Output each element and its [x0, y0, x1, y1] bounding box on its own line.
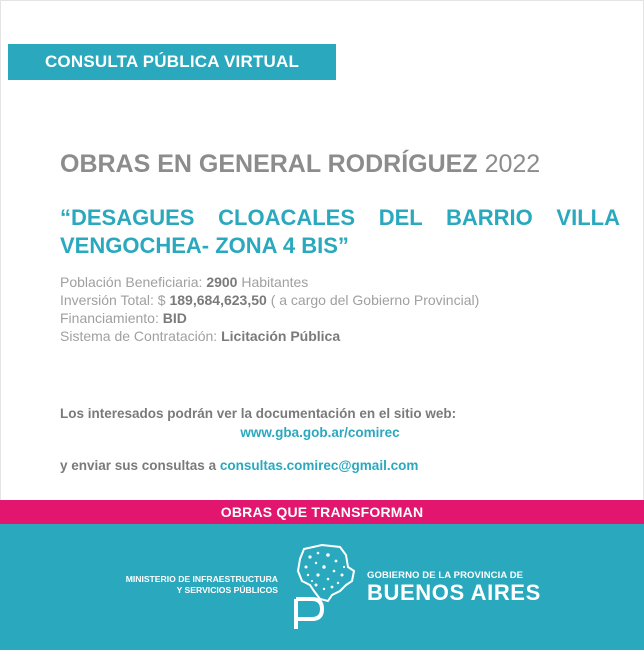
footer: [0, 524, 644, 650]
info-line-1: Los interesados podrán ver la documentación en el sitio web:: [60, 406, 457, 421]
project-details: [60, 273, 620, 345]
financiamiento-label: Financiamiento:: [60, 310, 159, 326]
detail-contratacion: [60, 327, 620, 345]
title-year: 2022: [484, 150, 541, 178]
contratacion-label: Sistema de Contratación:: [60, 328, 218, 344]
inversion-note: ( a cargo del Gobierno Provincial): [270, 292, 480, 308]
email-link[interactable]: consultas.comirec@gmail.com: [219, 458, 419, 473]
ministry-line-2: Y SERVICIOS PÚBLICOS: [176, 585, 278, 595]
map-outline: [298, 545, 354, 601]
ministry-label: [86, 574, 278, 596]
consulta-banner: CONSULTA PÚBLICA VIRTUAL: [8, 44, 336, 80]
government-logo-text: [367, 570, 541, 605]
poblacion-unit: Habitantes: [241, 274, 309, 290]
left-border: [0, 0, 1, 500]
title-prefix: OBRAS EN GENERAL RODRÍGUEZ: [60, 150, 478, 178]
project-name: “DESAGUES CLOACALES DEL BARRIO VILLA VENGOCHEA- ZONA 4 BIS”: [60, 205, 620, 258]
gov-line-2: BUENOS AIRES: [367, 580, 541, 605]
slogan-bar: OBRAS QUE TRANSFORMAN: [0, 500, 644, 524]
top-border: [0, 0, 644, 1]
ministry-line-1: MINISTERIO DE INFRAESTRUCTURA: [125, 574, 278, 584]
financiamiento-value: BID: [162, 310, 187, 326]
info-line-2: [60, 458, 580, 473]
website-link[interactable]: www.gba.gob.ar/comirec: [240, 425, 400, 440]
inversion-value: 189,684,623,50: [169, 292, 267, 308]
inversion-label: Inversión Total: $: [60, 292, 166, 308]
page-title: [60, 150, 620, 179]
poblacion-value: 2900: [206, 274, 238, 290]
detail-poblacion: [60, 273, 620, 291]
gov-line-1: GOBIERNO DE LA PROVINCIA DE: [367, 570, 524, 581]
contratacion-value: Licitación Pública: [221, 328, 341, 344]
province-map-logo: [288, 541, 358, 633]
poblacion-label: Población Beneficiaria:: [60, 274, 203, 290]
detail-inversion: [60, 291, 620, 309]
p-letter: [296, 599, 322, 629]
detail-financiamiento: [60, 309, 620, 327]
info-line-2-prefix: y enviar sus consultas a: [60, 458, 217, 473]
